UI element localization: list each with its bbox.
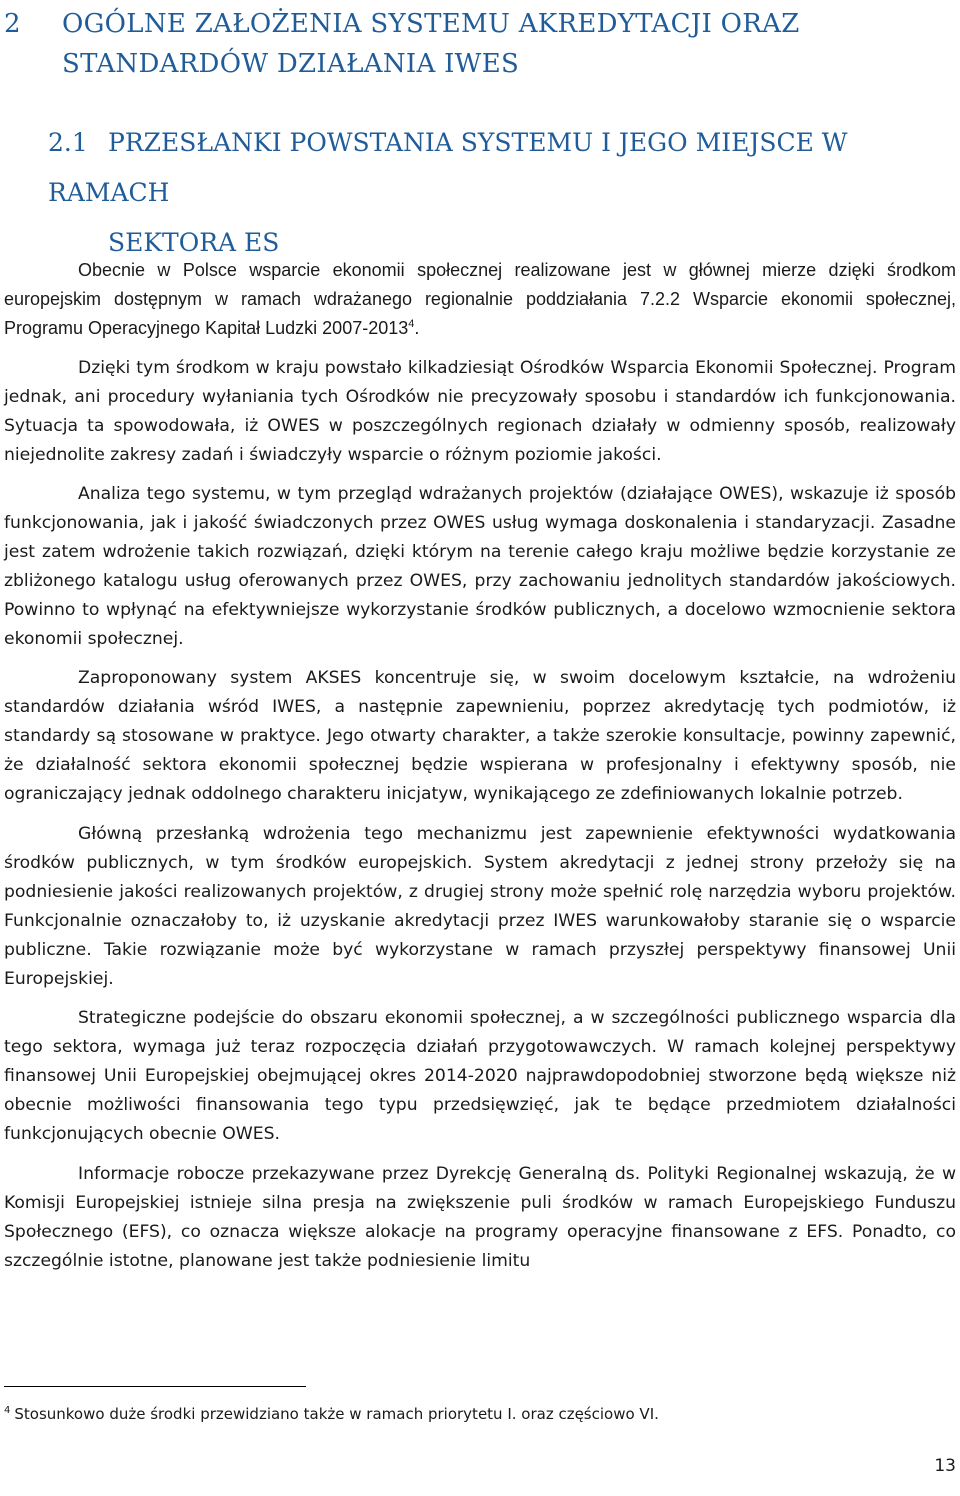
footnote-divider xyxy=(4,1386,306,1387)
paragraph-7: Informacje robocze przekazywane przez Dyrekcję Generalną ds. Polityki Regionalnej wskazują, że w Komisji Europejskiej istnieje silna presja na zwiększenie puli środków w ramach Europejskiego Funduszu Społecznego (EFS), co oznacza większe alokacje na programy operacyjne finansowane z EFS. Ponadto, co szczególnie istotne, planowane jest także podniesienie limitu xyxy=(4,1163,956,1271)
paragraph-1-end: . xyxy=(414,318,420,338)
footnote-text: Stosunkowo duże środki przewidziano także w ramach priorytetu I. oraz częściowo VI. xyxy=(14,1405,659,1423)
chapter-title-line-2: STANDARDÓW DZIAŁANIA IWES xyxy=(62,49,520,79)
paragraph-1 xyxy=(4,256,956,343)
paragraph-1-text: Obecnie w Polsce wsparcie ekonomii społecznej realizowane jest w głównej mierze dzięki środkom europejskim dostępnym w ramach wdrażanego regionalnie poddziałania 7.2.2 Wsparcie ekonomii społecznej, Programu Operacyjnego Kapitał Ludzki 2007-2013 xyxy=(4,260,956,338)
chapter-heading xyxy=(4,4,944,84)
paragraph-6: Strategiczne podejście do obszaru ekonomii społecznej, a w szczególności publicznego wsparcia dla tego sektora, wymaga już teraz rozpoczęcia działań przygotowawczych. W ramach kolejnej perspektywy finansowej Unii Europejskiej obejmującej okres 2014-2020 najprawdopodobniej stworzone będą większe niż obecnie możliwości finansowania tego typu przedsięwzięć, jak te będące przedmiotem działalności funkcjonujących obecnie OWES. xyxy=(4,1008,956,1144)
section-title-line-1: PRZESŁANKI POWSTANIA SYSTEMU I JEGO MIEJSCE W RAMACH xyxy=(48,128,848,207)
footnote-number: 4 xyxy=(4,1405,11,1416)
section-heading xyxy=(4,118,944,268)
section-title-line-2: SEKTORA ES xyxy=(108,228,280,257)
paragraph-3: Analiza tego systemu, w tym przegląd wdrażanych projektów (działające OWES), wskazuje iż sposób funkcjonowania, jak i jakość świadczonych przez OWES usług wymaga doskonalenia i standaryzacji. Zasadne jest zatem wdrożenie takich rozwiązań, dzięki którym na terenie całego kraju możliwe będzie korzystanie ze zbliżonego katalogu usług oferowanych przez OWES, przy zachowaniu jednolitych standardów jakościowych. Powinno to wpłynąć na efektywniejsze wykorzystanie środków publicznych, a docelowo wzmocnienie sektora ekonomii społecznej. xyxy=(4,483,956,649)
paragraph-2: Dzięki tym środkom w kraju powstało kilkadziesiąt Ośrodków Wsparcia Ekonomii Społecznej. Program jednak, ani procedury wyłaniania tych Ośrodków nie precyzowały sposobu i standardów ich funkcjonowania. Sytuacja ta spowodowała, iż OWES w poszczególnych regionach działały w odmienny sposób, realizowały niejednolite zakresy zadań i świadczyły wsparcie o różnym poziomie jakości. xyxy=(4,357,956,465)
section-number: 2.1 xyxy=(48,128,88,157)
page-number: 13 xyxy=(934,1456,956,1476)
footnote xyxy=(4,1400,659,1428)
chapter-number: 2 xyxy=(4,9,21,39)
chapter-title-line-1: OGÓLNE ZAŁOŻENIA SYSTEMU AKREDYTACJI ORAZ xyxy=(62,9,800,39)
paragraph-4: Zaproponowany system AKSES koncentruje się, w swoim docelowym kształcie, na wdrożeniu standardów działania wśród IWES, a następnie zapewnieniu, poprzez akredytację tych podmiotów, iż standardy są stosowane w praktyce. Jego otwarty charakter, a także szerokie konsultacje, powinny zapewnić, że działalność sektora ekonomii społecznej będzie wspierana w profesjonalny i efektywny sposób, nie ograniczający jednak oddolnego charakteru inicjatyw, wynikającego ze zdefiniowanych lokalnie potrzeb. xyxy=(4,668,956,804)
paragraph-5: Główną przesłanką wdrożenia tego mechanizmu jest zapewnienie efektywności wydatkowania środków publicznych, w tym środków europejskich. System akredytacji z jednej strony przełoży się na podniesienie jakości realizowanych projektów, z drugiej strony może spełnić rolę narzędzia wyboru projektów. Funkcjonalnie oznaczałoby to, iż uzyskanie akredytacji przez IWES warunkowałoby staranie się o wsparcie publiczne. Takie rozwiązanie może być wykorzystane w ramach przyszłej perspektywy finansowej Unii Europejskiej. xyxy=(4,823,956,989)
body-text xyxy=(4,256,956,1286)
footnote-reference[interactable]: 4 xyxy=(408,318,415,330)
